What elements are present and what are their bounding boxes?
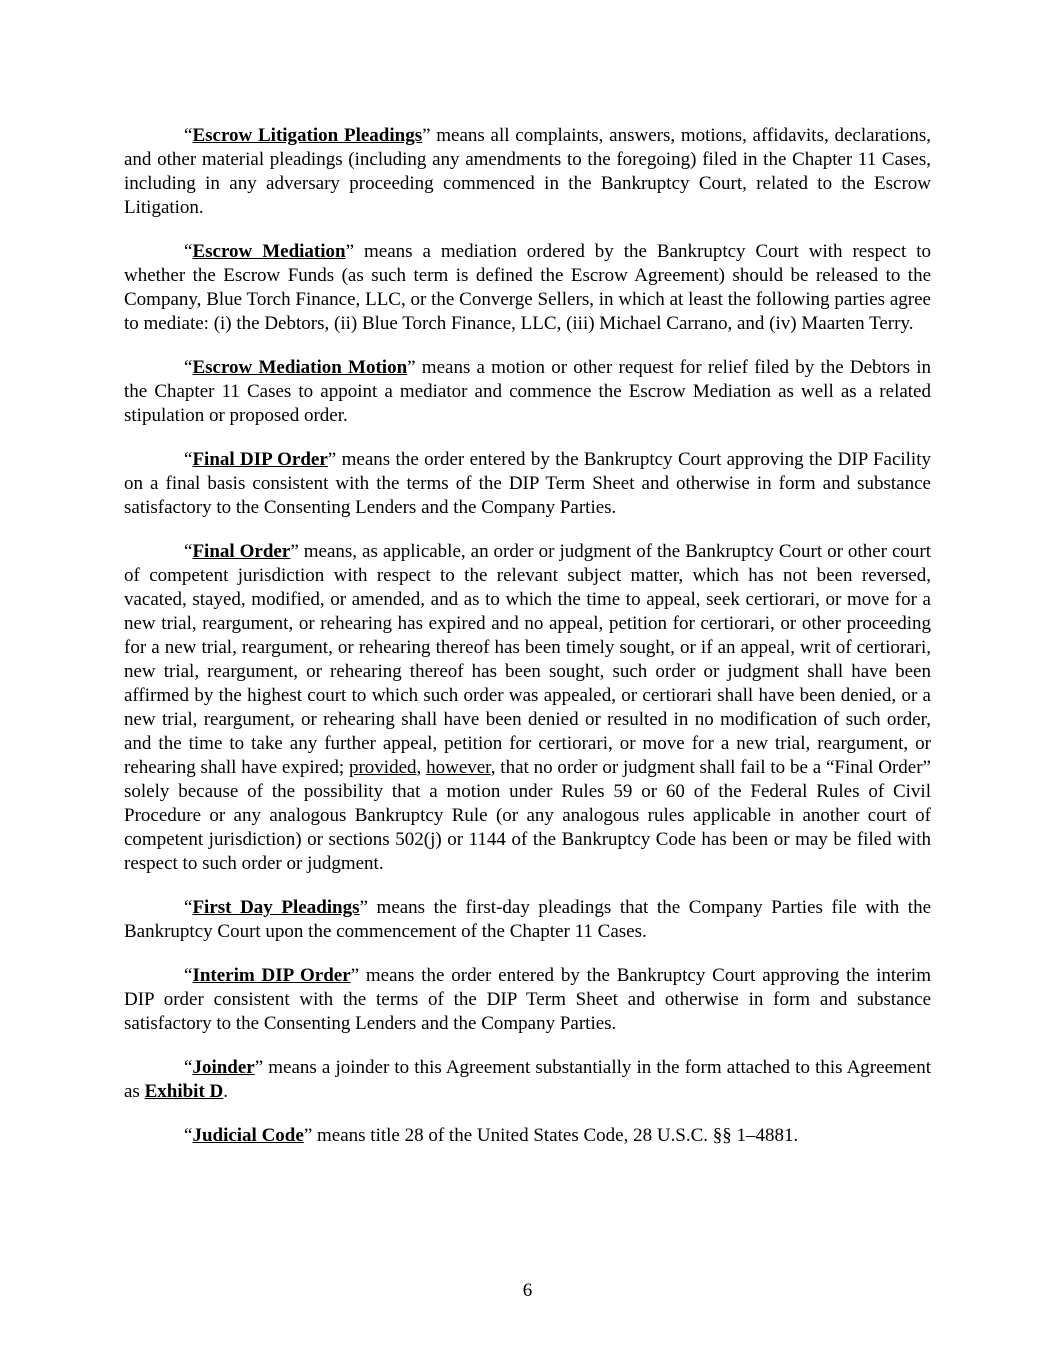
definition-text: ” means title 28 of the United States Code, 28 U.S.C. §§ 1–4881. [303,1125,799,1146]
definition-text: ” means a mediation ordered by the Bankruptcy Court with respect to whether the Escrow Funds (as such term is defined the Escrow Agreement) should be released to the Company, Blue Torch Finance, LLC, or the Converge Sellers, in which at least the following parties agree to mediate: (i) the Debtors, (ii) Blue Torch Finance, LLC, (iii) Michael Carrano, and (iv) Maarten Terry. [124,241,931,334]
emphasis-text: Exhibit D [144,1081,224,1102]
definition-text: “ [184,965,193,986]
defined-term: Escrow Mediation [192,241,346,262]
definition-interim-dip-order [124,964,931,1036]
definition-escrow-mediation [124,240,931,336]
emphasis-text: however [426,757,491,778]
defined-term: Interim DIP Order [192,965,351,986]
definition-text: ” means a motion or other request for relief filed by the Debtors in the Chapter 11 Cases to appoint a mediator and commence the Escrow Mediation as well as a related stipulation or proposed order. [124,357,931,426]
definition-judicial-code [124,1124,931,1148]
page-number: 6 [522,1280,533,1301]
definition-text: “ [184,897,193,918]
defined-term: Judicial Code [192,1125,304,1146]
definition-text: , that no order or judgment shall fail to be a “Final Order” solely because of the possibility that a motion under Rules 59 or 60 of the Federal Rules of Civil Procedure or any analogous Bankruptcy Rule (or any analogous rules applicable in another court of competent jurisdiction) or sections 502(j) or 1144 of the Bankruptcy Code has been or may be filed with respect to such order or judgment. [124,757,931,874]
definition-final-dip-order [124,448,931,520]
document-body [124,124,931,1168]
definition-escrow-litigation-pleadings [124,124,931,220]
definition-text: “ [184,357,193,378]
defined-term: Escrow Mediation Motion [192,357,408,378]
definition-text: “ [184,1057,193,1078]
definition-text: “ [184,449,193,470]
defined-term: Escrow Litigation Pleadings [192,125,423,146]
definition-text: “ [184,541,193,562]
definition-text: ” means the order entered by the Bankruptcy Court approving the DIP Facility on a final basis consistent with the terms of the DIP Term Sheet and otherwise in form and substance satisfactory to the Consenting Lenders and the Company Parties. [124,449,931,518]
definition-final-order [124,540,931,876]
definition-text: ” means all complaints, answers, motions, affidavits, declarations, and other material pleadings (including any amendments to the foregoing) filed in the Chapter 11 Cases, including in any adversary proceeding commenced in the Bankruptcy Court, related to the Escrow Litigation. [124,125,931,218]
defined-term: Joinder [192,1057,255,1078]
defined-term: Final DIP Order [192,449,328,470]
definition-text: “ [184,1125,193,1146]
defined-term: First Day Pleadings [192,897,360,918]
emphasis-text: provided [348,757,417,778]
definition-text: “ [184,241,193,262]
definition-text: ” means, as applicable, an order or judgment of the Bankruptcy Court or other court of competent jurisdiction with respect to the relevant subject matter, which has not been reversed, vacated, stayed, modified, or amended, and as to which the time to appeal, seek certiorari, or move for a new trial, reargument, or rehearing has expired and no appeal, petition for certiorari, or other proceeding for a new trial, reargument, or rehearing thereof has been timely sought, or if an appeal, writ of certiorari, new trial, reargument, or rehearing thereof has been sought, such order or judgment shall have been affirmed by the highest court to which such order was appealed, or certiorari shall have been denied, or a new trial, reargument, or rehearing shall have been denied or resulted in no modification of such order, and the time to take any further appeal, petition for certiorari, or move for a new trial, reargument, or rehearing shall have expired; [124,541,931,778]
defined-term: Final Order [192,541,291,562]
definition-text: “ [184,125,193,146]
definition-joinder [124,1056,931,1104]
definition-first-day-pleadings [124,896,931,944]
definition-text: ” means a joinder to this Agreement substantially in the form attached to this Agreement as [124,1057,931,1102]
definition-text: . [223,1081,228,1102]
definition-text: ” means the order entered by the Bankruptcy Court approving the interim DIP order consistent with the terms of the DIP Term Sheet and otherwise in form and substance satisfactory to the Consenting Lenders and the Company Parties. [124,965,931,1034]
definition-text: , [416,757,427,778]
definition-escrow-mediation-motion [124,356,931,428]
definition-text: ” means the first-day pleadings that the Company Parties file with the Bankruptcy Court upon the commencement of the Chapter 11 Cases. [124,897,931,942]
